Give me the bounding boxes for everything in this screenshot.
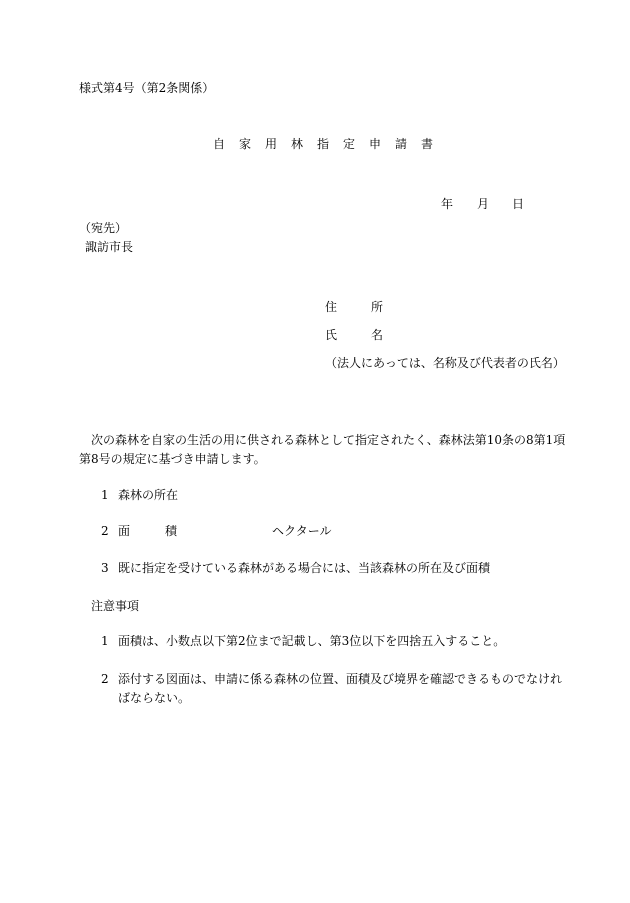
- title-char: 家: [239, 137, 252, 151]
- addressee-prefix: （宛先）: [79, 221, 128, 235]
- date-day-label: 日: [512, 197, 525, 211]
- note-text-line-1: 添付する図面は、申請に係る森林の位置、面積及び境界を確認できるものでなけれ: [118, 672, 563, 686]
- name-label-char: 名: [371, 328, 384, 342]
- title-char: 申: [369, 137, 382, 151]
- item-label-char: 面: [118, 524, 131, 538]
- date-month-label: 月: [477, 197, 490, 211]
- date-year-label: 年: [441, 197, 454, 211]
- item-number: 3: [101, 561, 109, 575]
- note-text-line-2: ばならない。: [118, 691, 191, 705]
- item-unit: ヘクタール: [272, 524, 332, 538]
- name-label-char: 氏: [325, 328, 338, 342]
- body-line-1: 次の森林を自家の生活の用に供される森林として指定されたく、森林法第10条の8第1項: [91, 433, 566, 447]
- note-text: 面積は、小数点以下第2位まで記載し、第3位以下を四捨五入すること。: [118, 634, 506, 648]
- notes-heading: 注意事項: [91, 599, 140, 613]
- item-label: 森林の所在: [118, 488, 179, 502]
- addressee-name: 諏訪市長: [85, 240, 134, 254]
- item-label-char: 積: [165, 524, 178, 538]
- title-char: 請: [395, 137, 408, 151]
- item-label: 既に指定を受けている森林がある場合には、当該森林の所在及び面積: [118, 561, 491, 575]
- title-char: 林: [291, 137, 304, 151]
- applicant-note: （法人にあっては、名称及び代表者の氏名）: [325, 356, 565, 370]
- title-char: 指: [317, 137, 330, 151]
- address-label-char: 住: [325, 300, 338, 314]
- title-char: 用: [265, 137, 278, 151]
- address-label-char: 所: [371, 300, 384, 314]
- title-char: 書: [421, 137, 434, 151]
- body-line-2: 第8号の規定に基づき申請します。: [79, 452, 266, 466]
- form-number: 様式第4号（第2条関係）: [79, 81, 215, 95]
- title-char: 定: [343, 137, 356, 151]
- item-number: 2: [101, 524, 109, 538]
- note-number: 2: [101, 672, 109, 686]
- note-number: 1: [101, 634, 109, 648]
- item-number: 1: [101, 488, 109, 502]
- title-char: 自: [213, 137, 226, 151]
